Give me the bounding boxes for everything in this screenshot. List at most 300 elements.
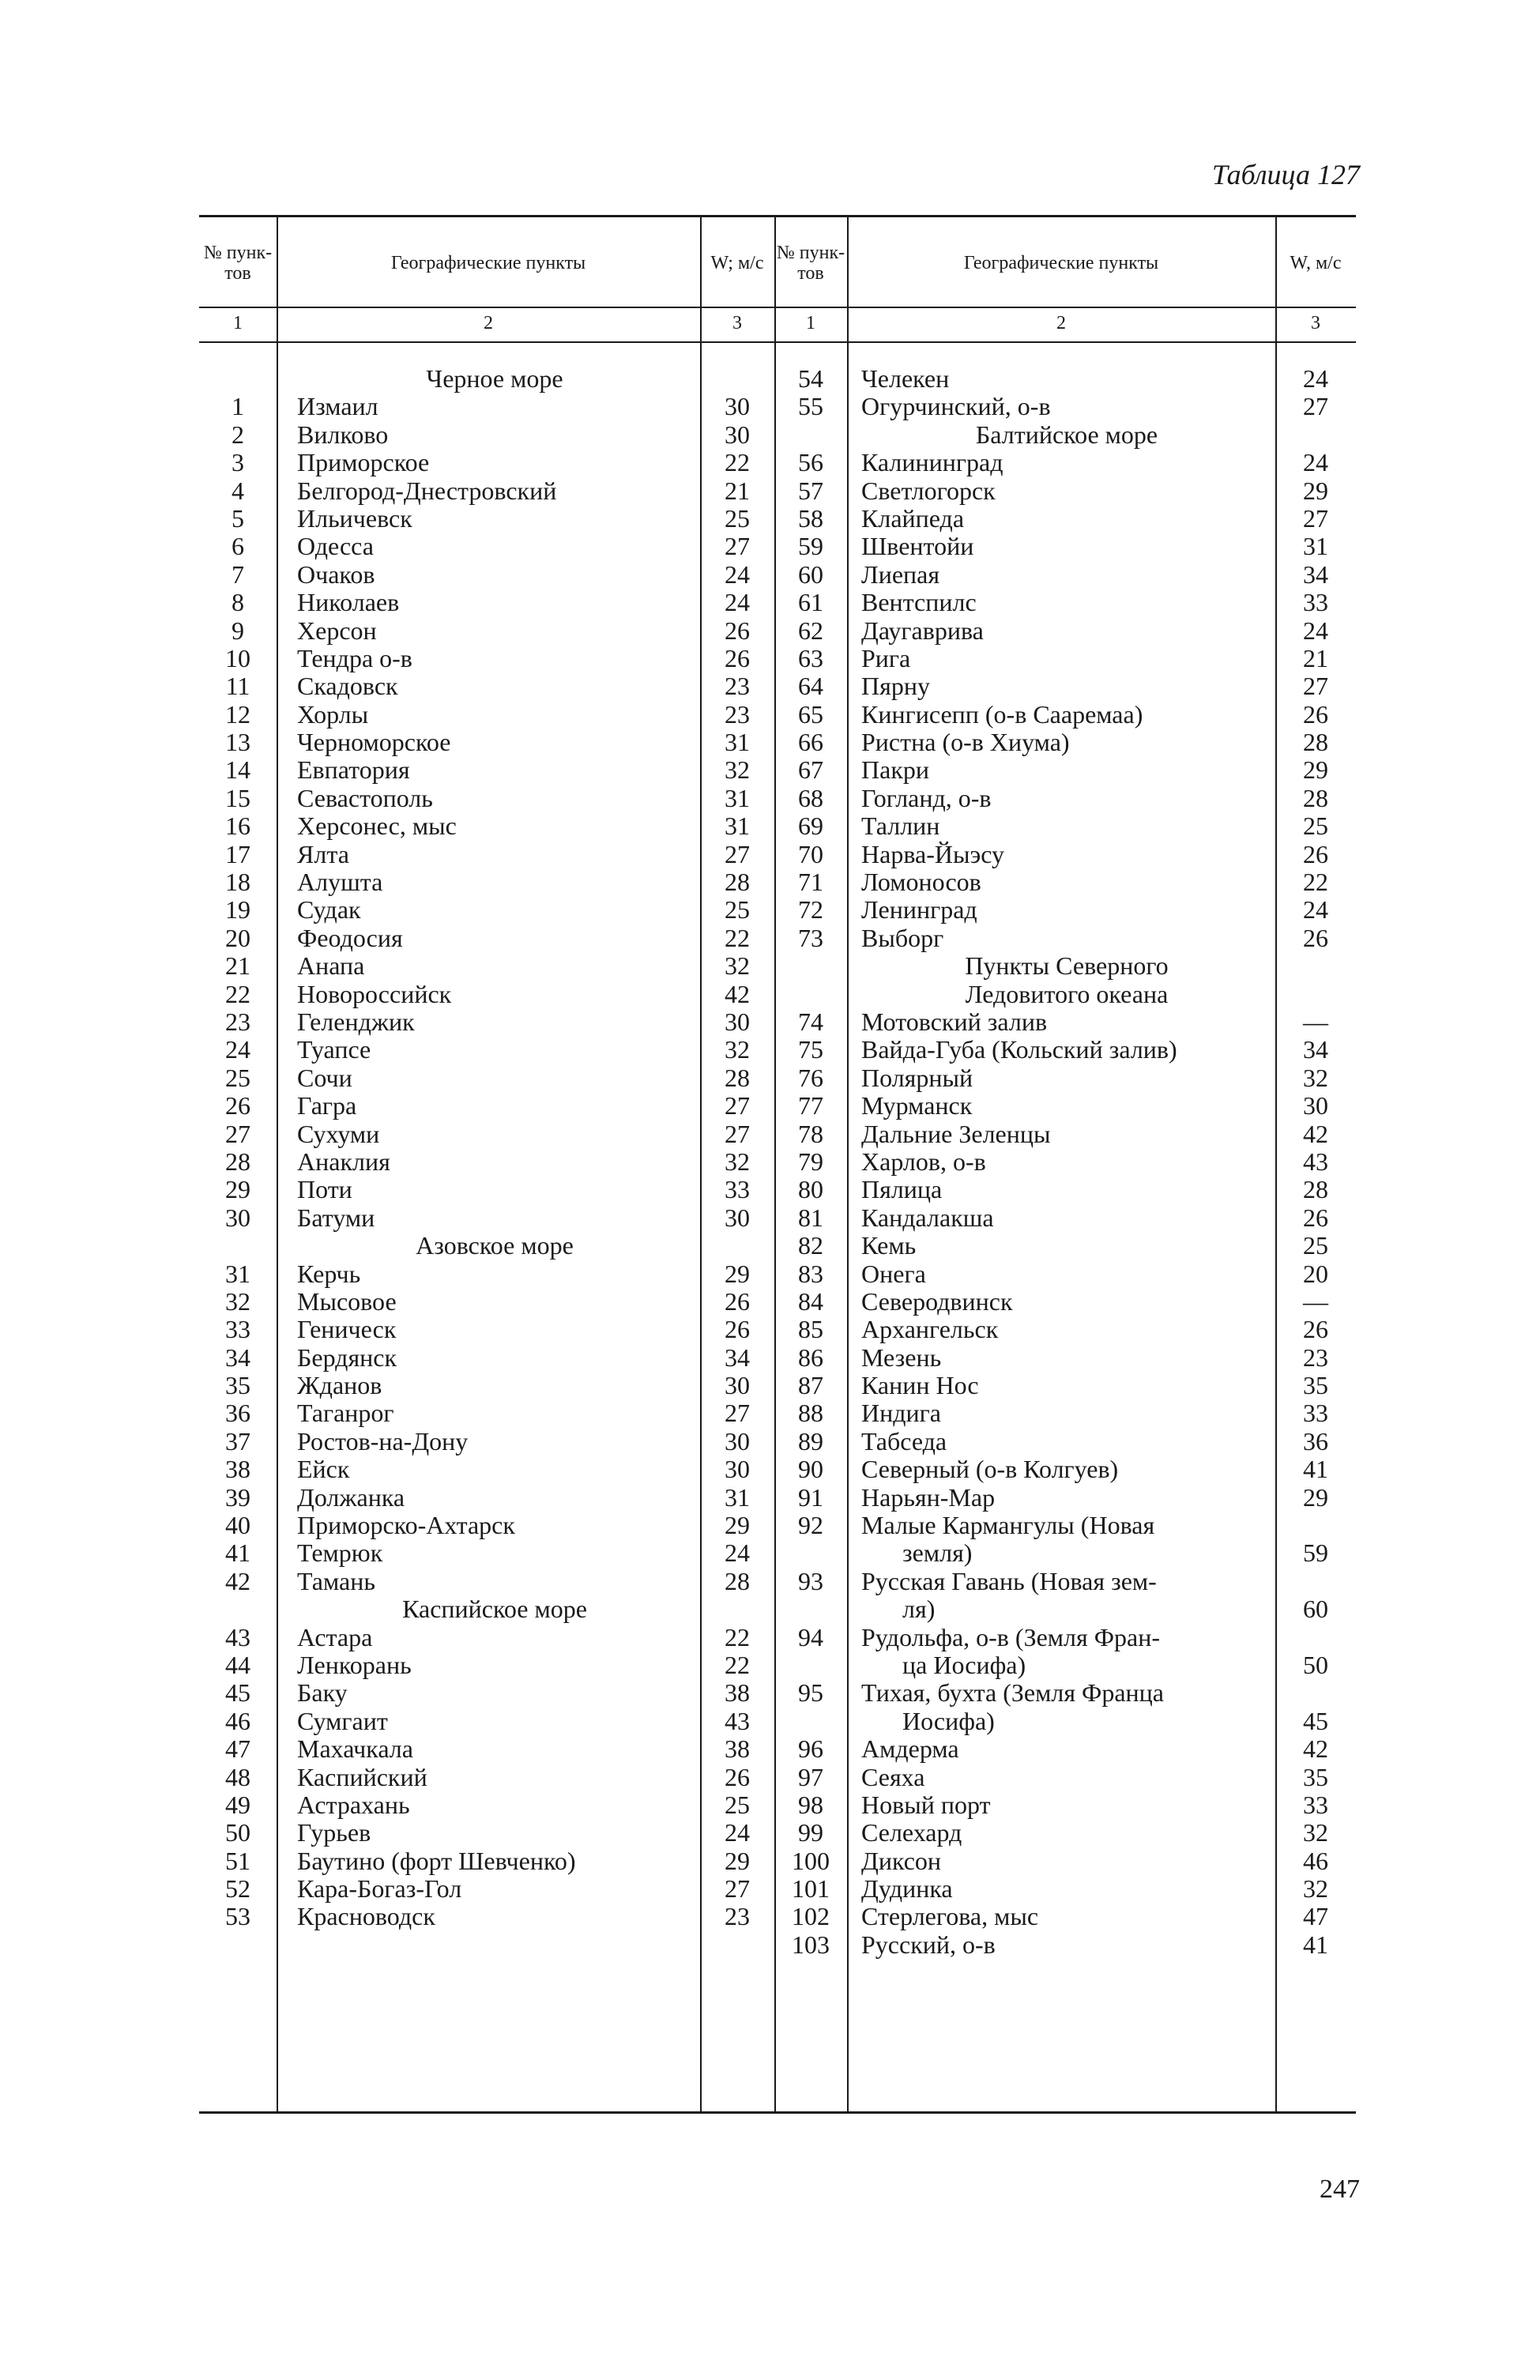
wind-speed: 20 bbox=[1303, 1259, 1328, 1288]
point-number: 101 bbox=[792, 1874, 830, 1904]
table-row bbox=[774, 925, 1356, 952]
point-name: Судак bbox=[297, 895, 361, 925]
point-number: 19 bbox=[225, 895, 250, 925]
point-number: 53 bbox=[225, 1902, 250, 1931]
point-name: Огурчинский, о-в bbox=[861, 392, 1051, 421]
header-w-left: W; м/с bbox=[710, 253, 764, 273]
wind-speed: 26 bbox=[1303, 839, 1328, 868]
wind-speed: 32 bbox=[725, 755, 750, 785]
point-name: Мысовое bbox=[297, 1286, 397, 1316]
wind-speed: 59 bbox=[1303, 1538, 1328, 1568]
point-number: 23 bbox=[225, 1007, 250, 1036]
wind-speed: 22 bbox=[1303, 868, 1328, 897]
point-number: 92 bbox=[798, 1511, 823, 1540]
point-name: Сочи bbox=[297, 1063, 352, 1092]
wind-speed: 28 bbox=[1303, 728, 1328, 757]
wind-speed: 30 bbox=[725, 392, 750, 421]
wind-speed: 30 bbox=[725, 1203, 750, 1232]
point-name: Малые Кармангулы (Новая bbox=[861, 1511, 1155, 1540]
table-row bbox=[774, 672, 1356, 700]
point-number: 2 bbox=[232, 420, 244, 449]
left-half bbox=[199, 365, 774, 1931]
point-number: 37 bbox=[225, 1426, 250, 1455]
point-name: Гурьев bbox=[297, 1818, 371, 1847]
wind-speed: 31 bbox=[725, 1482, 750, 1512]
wind-speed: 25 bbox=[725, 895, 750, 925]
table-row bbox=[199, 1064, 774, 1092]
point-name: Ялта bbox=[297, 839, 349, 868]
point-name: Кемь bbox=[861, 1231, 917, 1260]
section-heading: Черное море bbox=[426, 364, 563, 393]
point-name: Кингисепп (о-в Сааремаа) bbox=[861, 699, 1143, 729]
table-row bbox=[199, 449, 774, 476]
table-row bbox=[199, 1875, 774, 1903]
wind-speed: 43 bbox=[1303, 1147, 1328, 1176]
point-name: Мурманск bbox=[861, 1091, 973, 1120]
point-name: Алушта bbox=[297, 868, 383, 897]
point-number: 75 bbox=[798, 1035, 823, 1064]
point-name: Вилково bbox=[297, 420, 389, 449]
point-number: 94 bbox=[798, 1622, 823, 1651]
wind-speed: 29 bbox=[725, 1259, 750, 1288]
point-name: Вайда-Губа (Кольский залив) bbox=[861, 1035, 1177, 1064]
table-row bbox=[774, 561, 1356, 589]
point-name: Челекен bbox=[861, 364, 950, 393]
point-number: 93 bbox=[798, 1566, 823, 1595]
point-number: 95 bbox=[798, 1678, 823, 1708]
wind-speed: 30 bbox=[725, 1426, 750, 1455]
wind-speed: 42 bbox=[1303, 1119, 1328, 1148]
table-row bbox=[199, 785, 774, 812]
table-row bbox=[774, 1903, 1356, 1930]
point-name: Должанка bbox=[297, 1482, 405, 1512]
point-number: 43 bbox=[225, 1622, 250, 1651]
table-row bbox=[774, 365, 1356, 393]
table-row bbox=[199, 701, 774, 729]
table-row bbox=[199, 1120, 774, 1148]
wind-speed: 27 bbox=[725, 1399, 750, 1428]
point-name: Тамань bbox=[297, 1566, 375, 1595]
wind-speed: 24 bbox=[725, 1538, 750, 1568]
point-number: 85 bbox=[798, 1315, 823, 1344]
table-row bbox=[199, 561, 774, 589]
point-name: Селехард bbox=[861, 1818, 962, 1847]
point-number: 91 bbox=[798, 1482, 823, 1512]
point-name: Ильичевск bbox=[297, 503, 412, 533]
point-name: Стерлегова, мыс bbox=[861, 1902, 1039, 1931]
point-name: Ленинград bbox=[861, 895, 977, 925]
table-row bbox=[774, 785, 1356, 812]
table-row bbox=[199, 1399, 774, 1427]
point-name: Астара bbox=[297, 1622, 373, 1651]
wind-speed: 30 bbox=[1303, 1091, 1328, 1120]
point-name: Астрахань bbox=[297, 1790, 410, 1819]
point-number: 57 bbox=[798, 476, 823, 505]
point-name: Тихая, бухта (Земля Франца bbox=[861, 1678, 1164, 1708]
point-name: Иосифа) bbox=[902, 1706, 995, 1735]
point-name: Хорлы bbox=[297, 699, 369, 729]
table-row bbox=[774, 1624, 1356, 1651]
table-row bbox=[199, 1455, 774, 1483]
point-number: 87 bbox=[798, 1371, 823, 1400]
wind-speed: 26 bbox=[725, 1315, 750, 1344]
point-number: 21 bbox=[225, 951, 250, 981]
point-name: Мезень bbox=[861, 1343, 942, 1372]
point-name: Каспийский bbox=[297, 1762, 427, 1791]
wind-speed: 27 bbox=[725, 839, 750, 868]
wind-speed: 29 bbox=[1303, 755, 1328, 785]
point-name: Сухуми bbox=[297, 1119, 380, 1148]
point-name: Баку bbox=[297, 1678, 348, 1708]
wind-speed: 29 bbox=[1303, 476, 1328, 505]
point-number: 88 bbox=[798, 1399, 823, 1428]
table-row bbox=[774, 1120, 1356, 1148]
point-name: Светлогорск bbox=[861, 476, 996, 505]
wind-speed: 25 bbox=[1303, 1231, 1328, 1260]
point-number: 90 bbox=[798, 1455, 823, 1484]
table-row bbox=[199, 1539, 774, 1567]
point-number: 34 bbox=[225, 1343, 250, 1372]
point-name: Мотовский залив bbox=[861, 1007, 1048, 1036]
point-number: 70 bbox=[798, 839, 823, 868]
point-number: 96 bbox=[798, 1734, 823, 1764]
wind-speed: 34 bbox=[1303, 559, 1328, 589]
point-name: Керчь bbox=[297, 1259, 361, 1288]
table-bottom-rule bbox=[199, 2111, 1356, 2114]
point-number: 7 bbox=[232, 559, 244, 589]
section-heading: Ледовитого океана bbox=[965, 979, 1169, 1008]
point-number: 84 bbox=[798, 1286, 823, 1316]
point-number: 72 bbox=[798, 895, 823, 925]
point-name: Пярну bbox=[861, 672, 930, 701]
point-number: 56 bbox=[798, 448, 823, 477]
point-name: Евпатория bbox=[297, 755, 410, 785]
point-name: Туапсе bbox=[297, 1035, 371, 1064]
point-number: 73 bbox=[798, 923, 823, 952]
table-row bbox=[199, 1148, 774, 1176]
point-name: Севастополь bbox=[297, 783, 433, 812]
table-row bbox=[199, 1708, 774, 1735]
table-row bbox=[199, 868, 774, 896]
point-name: Вентспилс bbox=[861, 588, 977, 617]
table-row bbox=[774, 1204, 1356, 1232]
table-row bbox=[774, 1651, 1356, 1679]
wind-speed: 30 bbox=[725, 1007, 750, 1036]
wind-speed: 50 bbox=[1303, 1650, 1328, 1679]
wind-speed: 24 bbox=[725, 588, 750, 617]
table-row bbox=[774, 533, 1356, 560]
point-number: 1 bbox=[232, 392, 244, 421]
wind-speed: 25 bbox=[725, 503, 750, 533]
point-number: 76 bbox=[798, 1063, 823, 1092]
wind-speed: 21 bbox=[725, 476, 750, 505]
table-row bbox=[199, 421, 774, 449]
point-number: 38 bbox=[225, 1455, 250, 1484]
wind-speed: 31 bbox=[1303, 532, 1328, 561]
section-heading-row bbox=[199, 1232, 774, 1260]
wind-speed: 36 bbox=[1303, 1426, 1328, 1455]
wind-speed: 41 bbox=[1303, 1930, 1328, 1959]
table-row bbox=[774, 1176, 1356, 1203]
wind-speed: 38 bbox=[725, 1734, 750, 1764]
wind-speed: 29 bbox=[725, 1511, 750, 1540]
point-name: Даугаврива bbox=[861, 616, 984, 645]
point-number: 30 bbox=[225, 1203, 250, 1232]
table-row bbox=[199, 672, 774, 700]
wind-speed: 26 bbox=[1303, 1315, 1328, 1344]
point-number: 66 bbox=[798, 728, 823, 757]
table-row bbox=[774, 645, 1356, 672]
point-number: 31 bbox=[225, 1259, 250, 1288]
wind-speed: 32 bbox=[725, 951, 750, 981]
page-number: 247 bbox=[1320, 2175, 1360, 2204]
point-number: 58 bbox=[798, 503, 823, 533]
point-name: ца Иосифа) bbox=[902, 1650, 1026, 1679]
wind-speed: 47 bbox=[1303, 1902, 1328, 1931]
wind-speed: 30 bbox=[725, 420, 750, 449]
point-number: 81 bbox=[798, 1203, 823, 1232]
wind-speed: 24 bbox=[1303, 448, 1328, 477]
point-name: Феодосия bbox=[297, 923, 403, 952]
point-number: 50 bbox=[225, 1818, 250, 1847]
point-name: Архангельск bbox=[861, 1315, 999, 1344]
wind-speed: 24 bbox=[725, 559, 750, 589]
wind-speed: 22 bbox=[725, 923, 750, 952]
point-name: Ломоносов bbox=[861, 868, 981, 897]
wind-speed: 28 bbox=[725, 1566, 750, 1595]
table-caption: Таблица 127 bbox=[1211, 159, 1360, 190]
wind-speed: 45 bbox=[1303, 1706, 1328, 1735]
point-number: 74 bbox=[798, 1007, 823, 1036]
point-name: ля) bbox=[902, 1595, 936, 1624]
wind-speed: 25 bbox=[1303, 812, 1328, 841]
point-name: Анаклия bbox=[297, 1147, 390, 1176]
point-number: 54 bbox=[798, 364, 823, 393]
wind-speed: 34 bbox=[725, 1343, 750, 1372]
table-row bbox=[199, 1008, 774, 1036]
point-number: 29 bbox=[225, 1175, 250, 1204]
point-name: Геническ bbox=[297, 1315, 397, 1344]
wind-speed: 32 bbox=[725, 1035, 750, 1064]
wind-speed: 32 bbox=[1303, 1063, 1328, 1092]
wind-speed: 27 bbox=[725, 532, 750, 561]
table-row bbox=[199, 1791, 774, 1819]
point-name: Кара-Богаз-Гол bbox=[297, 1874, 462, 1904]
table-row bbox=[199, 533, 774, 560]
point-number: 100 bbox=[792, 1846, 830, 1875]
table-row bbox=[199, 1288, 774, 1316]
point-number: 65 bbox=[798, 699, 823, 729]
wind-speed: 38 bbox=[725, 1678, 750, 1708]
wind-speed: 43 bbox=[725, 1706, 750, 1735]
point-number: 46 bbox=[225, 1706, 250, 1735]
point-name: Онега bbox=[861, 1259, 926, 1288]
point-name: Канин Нос bbox=[861, 1371, 979, 1400]
point-number: 13 bbox=[225, 728, 250, 757]
point-number: 42 bbox=[225, 1566, 250, 1595]
table-row bbox=[774, 1512, 1356, 1539]
point-name: Анапа bbox=[297, 951, 365, 981]
point-name: Красноводск bbox=[297, 1902, 435, 1931]
point-number: 63 bbox=[798, 643, 823, 672]
point-name: Гагра bbox=[297, 1091, 357, 1120]
point-number: 103 bbox=[792, 1930, 830, 1959]
wind-speed: 23 bbox=[1303, 1343, 1328, 1372]
header-num-left: № пунк- тов bbox=[203, 243, 273, 284]
point-name: Дудинка bbox=[861, 1874, 953, 1904]
wind-speed: 25 bbox=[725, 1790, 750, 1819]
wind-speed: 24 bbox=[1303, 895, 1328, 925]
table-row bbox=[774, 1372, 1356, 1399]
table-row bbox=[199, 1903, 774, 1930]
table-row bbox=[774, 1008, 1356, 1036]
wind-speed: 34 bbox=[1303, 1035, 1328, 1064]
point-name: Ростов-на-Дону bbox=[297, 1426, 469, 1455]
table-row bbox=[774, 589, 1356, 616]
point-number: 71 bbox=[798, 868, 823, 897]
point-name: Табседа bbox=[861, 1426, 947, 1455]
point-name: Гогланд, о-в bbox=[861, 783, 992, 812]
table-row bbox=[199, 1651, 774, 1679]
point-name: Харлов, о-в bbox=[861, 1147, 986, 1176]
point-number: 61 bbox=[798, 588, 823, 617]
wind-speed: 30 bbox=[725, 1455, 750, 1484]
col-number: 3 bbox=[732, 312, 742, 333]
point-name: Пакри bbox=[861, 755, 929, 785]
point-name: Амдерма bbox=[861, 1734, 959, 1764]
column-number-rule bbox=[199, 341, 1356, 343]
point-name: Сеяха bbox=[861, 1762, 925, 1791]
point-number: 62 bbox=[798, 616, 823, 645]
point-name: Приморско-Ахтарск bbox=[297, 1511, 515, 1540]
point-number: 8 bbox=[232, 588, 244, 617]
wind-speed: 32 bbox=[725, 1147, 750, 1176]
point-name: Ристна (о-в Хиума) bbox=[861, 728, 1070, 757]
section-heading: Каспийское море bbox=[402, 1595, 587, 1624]
table-row bbox=[774, 1875, 1356, 1903]
wind-speed: 35 bbox=[1303, 1371, 1328, 1400]
point-number: 86 bbox=[798, 1343, 823, 1372]
table-row bbox=[774, 729, 1356, 756]
point-number: 33 bbox=[225, 1315, 250, 1344]
point-number: 98 bbox=[798, 1790, 823, 1819]
point-number: 51 bbox=[225, 1846, 250, 1875]
wind-speed: 29 bbox=[725, 1846, 750, 1875]
table-row bbox=[199, 729, 774, 756]
point-name: Кандалакша bbox=[861, 1203, 994, 1232]
point-name: Херсон bbox=[297, 616, 377, 645]
point-name: Приморское bbox=[297, 448, 430, 477]
point-name: Выборг bbox=[861, 923, 944, 952]
wind-speed: 33 bbox=[1303, 588, 1328, 617]
point-name: Русская Гавань (Новая зем- bbox=[861, 1566, 1157, 1595]
point-number: 41 bbox=[225, 1538, 250, 1568]
section-heading: Азовское море bbox=[416, 1231, 574, 1260]
point-name: Таллин bbox=[861, 812, 940, 841]
table-row bbox=[199, 1819, 774, 1847]
table-row bbox=[199, 1344, 774, 1372]
point-name: Сумгаит bbox=[297, 1706, 388, 1735]
wind-speed: 27 bbox=[725, 1874, 750, 1904]
table-row bbox=[774, 1148, 1356, 1176]
table-row bbox=[199, 1204, 774, 1232]
table-row bbox=[199, 1679, 774, 1707]
table-row bbox=[199, 617, 774, 645]
point-name: Тендра о-в bbox=[297, 643, 412, 672]
point-number: 102 bbox=[792, 1902, 830, 1931]
table-row bbox=[774, 1064, 1356, 1092]
point-number: 60 bbox=[798, 559, 823, 589]
wind-speed: 22 bbox=[725, 448, 750, 477]
point-name: Нарьян-Мар bbox=[861, 1482, 996, 1512]
table-row bbox=[199, 393, 774, 420]
wind-speed: — bbox=[1303, 1007, 1328, 1036]
table-row bbox=[199, 1624, 774, 1651]
header-geo-left: Географические пункты bbox=[390, 253, 586, 273]
table-row bbox=[774, 449, 1356, 476]
point-number: 49 bbox=[225, 1790, 250, 1819]
table-row bbox=[199, 1764, 774, 1791]
point-number: 83 bbox=[798, 1259, 823, 1288]
table-row bbox=[199, 1316, 774, 1343]
point-number: 5 bbox=[232, 503, 244, 533]
point-name: Одесса bbox=[297, 532, 374, 561]
wind-speed: 23 bbox=[725, 699, 750, 729]
wind-speed: 26 bbox=[725, 616, 750, 645]
table-row bbox=[774, 756, 1356, 784]
point-name: Новый порт bbox=[861, 1790, 991, 1819]
point-name: Калининград bbox=[861, 448, 1003, 477]
table-row bbox=[199, 925, 774, 952]
table-row bbox=[774, 1679, 1356, 1707]
point-number: 3 bbox=[232, 448, 244, 477]
point-name: Темрюк bbox=[297, 1538, 383, 1568]
point-number: 32 bbox=[225, 1286, 250, 1316]
wind-speed: 24 bbox=[1303, 364, 1328, 393]
col-number: 3 bbox=[1311, 312, 1320, 333]
point-number: 26 bbox=[225, 1091, 250, 1120]
point-number: 97 bbox=[798, 1762, 823, 1791]
wind-speed: 26 bbox=[1303, 923, 1328, 952]
section-heading-row bbox=[199, 365, 774, 393]
point-number: 25 bbox=[225, 1063, 250, 1092]
point-number: 40 bbox=[225, 1511, 250, 1540]
table-row bbox=[774, 1847, 1356, 1875]
table-row bbox=[199, 812, 774, 840]
table-row bbox=[774, 1484, 1356, 1512]
point-name: Николаев bbox=[297, 588, 400, 617]
wind-speed: 28 bbox=[725, 868, 750, 897]
col-number: 1 bbox=[233, 312, 243, 333]
point-name: Северодвинск bbox=[861, 1286, 1013, 1316]
wind-speed: 27 bbox=[1303, 672, 1328, 701]
wind-speed: 32 bbox=[1303, 1818, 1328, 1847]
point-number: 69 bbox=[798, 812, 823, 841]
point-number: 79 bbox=[798, 1147, 823, 1176]
table-row bbox=[774, 1708, 1356, 1735]
point-number: 55 bbox=[798, 392, 823, 421]
table-row bbox=[774, 812, 1356, 840]
point-name: Клайпеда bbox=[861, 503, 965, 533]
table-row bbox=[774, 477, 1356, 505]
point-name: Дальние Зеленцы bbox=[861, 1119, 1051, 1148]
wind-speed: 41 bbox=[1303, 1455, 1328, 1484]
point-name: Ейск bbox=[297, 1455, 350, 1484]
table-row bbox=[774, 1595, 1356, 1623]
point-number: 9 bbox=[232, 616, 244, 645]
table-row bbox=[774, 1316, 1356, 1343]
point-number: 15 bbox=[225, 783, 250, 812]
